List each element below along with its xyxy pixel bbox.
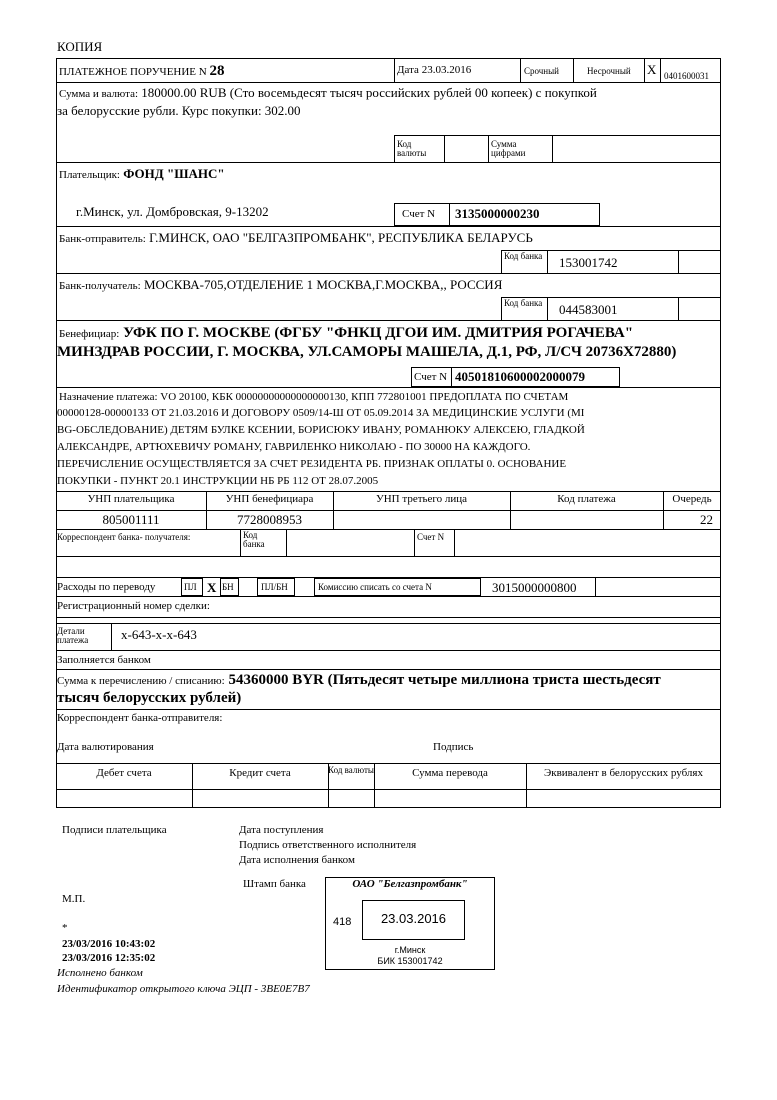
mp-label: М.П. <box>62 893 86 905</box>
beneficiary-account: 40501810600002000079 <box>455 369 585 384</box>
reg-number-label: Регистрационный номер сделки: <box>57 600 210 612</box>
payer-account-label: Счет N <box>402 208 436 220</box>
expenses-label: Расходы по переводу <box>57 581 156 593</box>
order-title: ПЛАТЕЖНОЕ ПОРУЧЕНИЕ N 28 <box>59 63 225 79</box>
beneficiary-unp-label: УНП бенефициара <box>225 493 314 505</box>
correspondent-label: Корреспондент банка- получателя: <box>57 532 191 542</box>
responsible-signature-label: Подпись ответственного исполнителя <box>239 839 417 851</box>
currency-code-label: Код валюты <box>397 139 427 158</box>
sender-correspondent-label: Корреспондент банка-отправителя: <box>57 712 223 724</box>
receiver-bank-line: Банк-получатель: МОСКВА-705,ОТДЕЛЕНИЕ 1 МОСКВА,Г.МОСКВА,, РОССИЯ <box>59 277 503 292</box>
payer-unp-label: УНП плательщика <box>87 493 175 505</box>
payer-account: 3135000000230 <box>455 206 540 221</box>
expenses-mark: X <box>207 580 217 595</box>
receiver-bank-code-label: Код банка <box>504 298 543 308</box>
value-date-label: Дата валютирования <box>57 741 154 753</box>
urgent-label: Срочный <box>524 66 559 76</box>
transfer-line1: Сумма к перечислению / списанию: 54360000 BYR (Пятьдесят четыре миллиона триста шестьдесят <box>57 672 661 688</box>
amount-line2: за белорусские рубли. Курс покупки: 302.00 <box>57 103 301 118</box>
payer-line: Плательщик: ФОНД "ШАНС" <box>59 166 225 181</box>
commission-label: Комиссию списать со счета N <box>318 582 432 592</box>
bank-execution-date-label: Дата исполнения банком <box>239 854 355 866</box>
asterisk: * <box>62 922 68 934</box>
currency-code-header: Код валюты <box>328 765 374 775</box>
stamp-number: 418 <box>333 916 352 928</box>
expenses-plbn: ПЛ/БН <box>261 582 288 592</box>
bank-stamp-label: Штамп банка <box>243 878 306 890</box>
payer-signatures-label: Подписи плательщика <box>62 824 167 836</box>
credit-header: Кредит счета <box>229 767 291 779</box>
order-date: Дата 23.03.2016 <box>397 64 472 76</box>
sender-bank-line: Банк-отправитель: Г.МИНСК, ОАО "БЕЛГАЗПРОМБАНК", РЕСПУБЛИКА БЕЛАРУСЬ <box>59 230 533 245</box>
stamp-city: г.Минск <box>394 945 426 955</box>
stamp-bank-name: ОАО "Белгазпромбанк" <box>352 878 468 890</box>
sender-bank-code: 153001742 <box>559 255 618 270</box>
receipt-date-label: Дата поступления <box>239 824 324 836</box>
order-number: 28 <box>209 63 225 79</box>
third-party-unp-label: УНП третьего лица <box>375 493 468 505</box>
beneficiary-line1: Бенефициар: УФК ПО Г. МОСКВЕ (ФГБУ "ФНКЦ ДГОИ ИМ. ДМИТРИЯ РОГАЧЕВА" <box>59 325 634 341</box>
beneficiary-account-label: Счет N <box>414 371 448 383</box>
form-code: 0401600031 <box>664 71 709 81</box>
non-urgent-label: Несрочный <box>587 66 631 76</box>
receiver-bank-code: 044583001 <box>559 302 618 317</box>
transfer-sum-header: Сумма перевода <box>412 767 488 779</box>
payer-unp: 805001111 <box>102 512 160 527</box>
executed-label: Исполнено банком <box>57 967 143 979</box>
signature-label: Подпись <box>433 741 474 753</box>
sum-digits-label: Сумма цифрами <box>491 139 526 158</box>
purpose-line5: ПЕРЕЧИСЛЕНИЕ ОСУЩЕСТВЛЯЕТСЯ ЗА СЧЕТ РЕЗИДЕНТА РБ. ПРИЗНАК ОПЛАТЫ 0. ОСНОВАНИЕ <box>57 458 567 470</box>
debit-header: Дебет счета <box>96 767 152 779</box>
expenses-bn: БН <box>222 582 234 592</box>
beneficiary-line2: МИНЗДРАВ РОССИИ, Г. МОСКВА, УЛ.САМОРЫ МАШЕЛА, Д.1, РФ, Л/СЧ 20736Х72880) <box>57 344 677 360</box>
non-urgent-mark: X <box>647 62 657 77</box>
beneficiary-unp: 7728008953 <box>237 512 302 527</box>
timestamp-2: 23/03/2016 12:35:02 <box>62 952 156 964</box>
correspondent-account-label: Счет N <box>417 532 445 542</box>
sender-bank-code-label: Код банка <box>504 251 543 261</box>
amount-line1: Сумма и валюта: 180000.00 RUB (Сто восемьдесят тысяч российских рублей 00 копеек) с покупкой <box>59 85 597 100</box>
commission-account: 3015000000800 <box>492 580 577 595</box>
purpose-line2: 00000128-00000133 ОТ 21.03.2016 И ДОГОВОРУ 0509/14-Ш ОТ 05.09.2014 ЗА МЕДИЦИНСКИЕ УСЛУГИ (MI <box>57 407 585 419</box>
transfer-line2: тысяч белорусских рублей) <box>57 690 242 706</box>
payment-code-label: Код платежа <box>557 493 616 505</box>
bank-fill-label: Заполняется банком <box>57 654 151 666</box>
purpose-line4: АЛЕКСАНДРЕ, АРТЮХЕВИЧУ РОМАНУ, ГАВРИЛЕНКО НИКОЛАЮ - ПО 30000 НА КАЖДОГО. <box>57 441 531 453</box>
timestamp-1: 23/03/2016 10:43:02 <box>62 938 156 950</box>
equivalent-header: Эквивалент в белорусских рублях <box>544 767 703 779</box>
queue-label: Очередь <box>672 493 712 505</box>
details-value: x-643-x-x-643 <box>121 627 197 642</box>
purpose-line1: Назначение платежа: VO 20100, КБК 00000000000000000130, КПП 772801001 ПРЕДОПЛАТА ПО СЧЕТАМ <box>59 391 569 403</box>
correspondent-code-label: Код банка <box>243 530 265 549</box>
purpose-line6: ПОКУПКИ - ПУНКТ 20.1 ИНСТРУКЦИИ НБ РБ 112 ОТ 28.07.2005 <box>57 475 379 487</box>
queue-value: 22 <box>700 512 713 527</box>
payer-address: г.Минск, ул. Домбровская, 9-13202 <box>76 204 269 219</box>
copy-label: КОПИЯ <box>57 39 103 54</box>
key-id-label: Идентификатор открытого ключа ЭЦП - 3BE0E7B7 <box>57 983 310 995</box>
stamp-date: 23.03.2016 <box>380 911 447 926</box>
purpose-line3: BG-ОБСЛЕДОВАНИЕ) ДЕТЯМ БУЛКЕ КСЕНИИ, БОРИСЮКУ ИВАНУ, РОМАНЮКУ АЛЕКСЕЮ, ГЛАДКОЙ <box>57 424 585 436</box>
stamp-bik: БИК 153001742 <box>377 956 443 966</box>
details-label: Детали платежа <box>57 626 89 645</box>
expenses-pl: ПЛ <box>184 582 197 592</box>
